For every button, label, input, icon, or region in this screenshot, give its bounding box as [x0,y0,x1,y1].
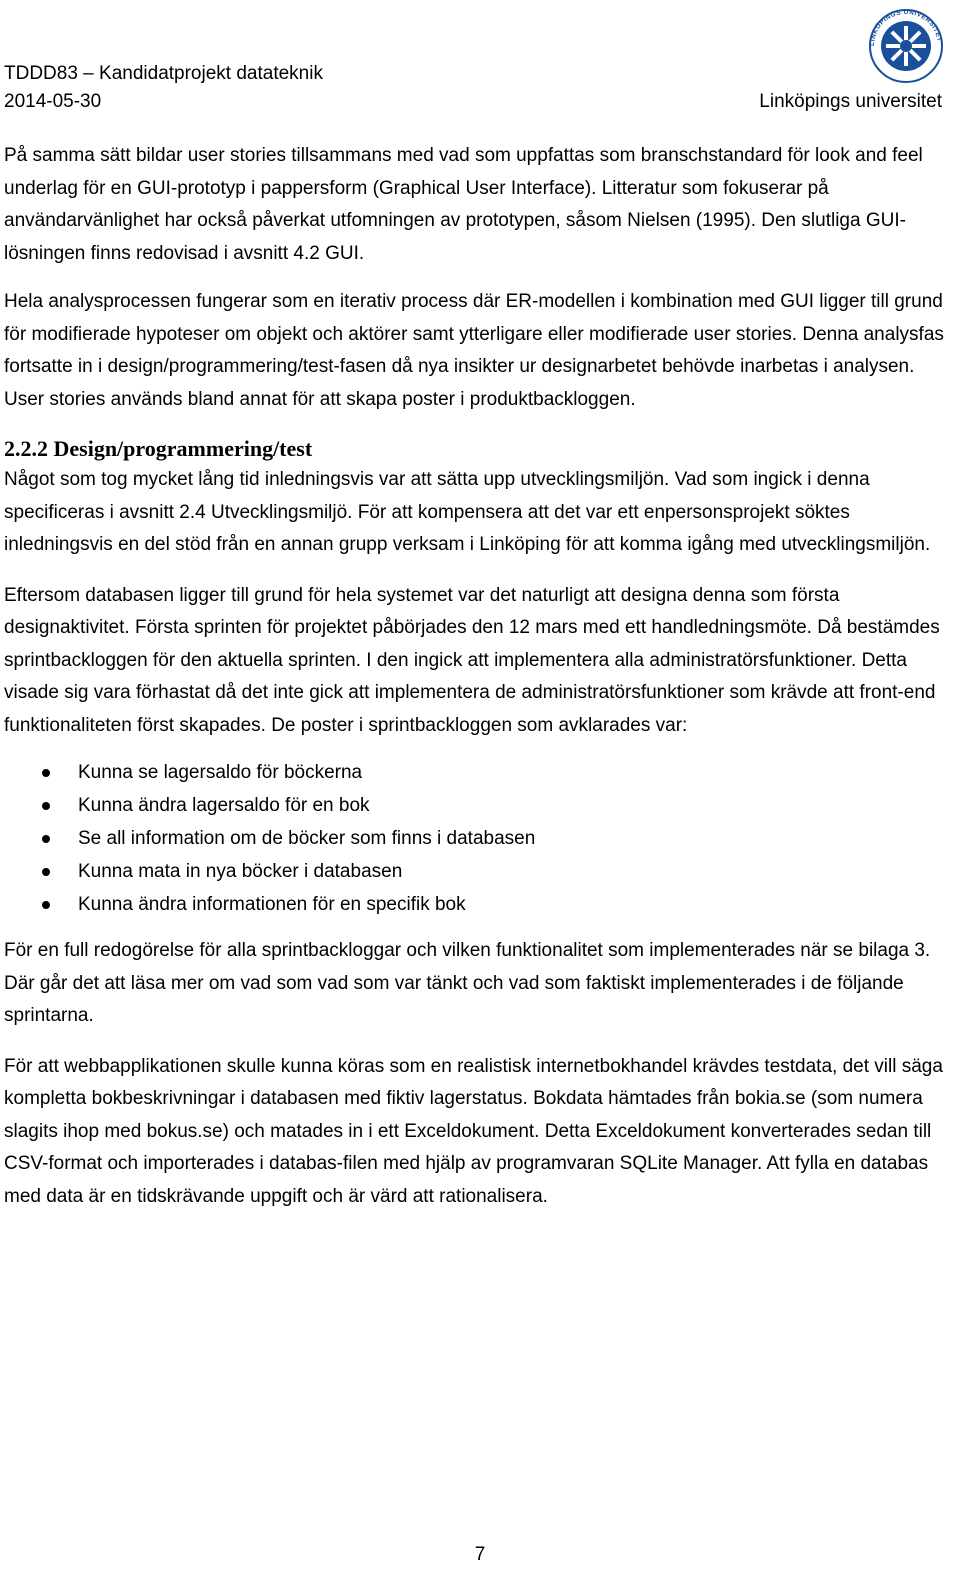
page-number: 7 [474,1544,486,1565]
bullet-icon [42,802,50,810]
list-item-text: Kunna mata in nya böcker i databasen [78,861,403,882]
list-item-text: Kunna se lagersaldo för böckerna [78,762,363,783]
bullet-icon [42,769,50,777]
university-name: Linköpings universitet [759,91,942,112]
list-item-text: Se all information om de böcker som finns i databasen [78,828,536,849]
paragraph-analysis-process: Hela analysprocessen fungerar som en iterativ process där ER-modellen i kombination med GUI ligger till grund för modifierade hypoteser om objekt och aktörer samt ytterligare eller modifierade user stories. Denna analysfas fortsatte in i design/programmering/test-fasen då nya insikter ur designarbetet behövde inarbetas i analysen. User stories används bland annat för att skapa poster i produktbackloggen. [4,291,944,410]
list-item [4,756,944,789]
bullet-icon [42,835,50,843]
bullet-icon [42,901,50,909]
paragraph-gui-prototype: På samma sätt bildar user stories tillsammans med vad som uppfattas som branschstandard för look and feel underlag för en GUI-prototyp i pappersform (Graphical User Interface). Litteratur som fokuserar på användarvänlighet har också påverkat utfomningen av prototypen, såsom Nielsen (1995). Den slutliga GUI-lösningen finns redovisad i avsnitt 4.2 GUI. [4,145,923,264]
logo-text: LINKÖPINGS UNIVERSITET [868,8,943,47]
document-body [4,140,944,1231]
section-heading: 2.2.2 Design/programmering/test [4,436,313,461]
page-header [0,0,960,120]
list-item-text: Kunna ändra lagersaldo för en bok [78,795,370,816]
document-date: 2014-05-30 [4,91,102,112]
sprint-backlog-list [4,756,944,921]
university-logo [864,4,948,84]
list-item [4,789,944,822]
paragraph-test-data: För att webbapplikationen skulle kunna köras som en realistisk internetbokhandel krävdes testdata, det vill säga kompletta bokbeskrivningar i databasen med fiktiv lagerstatus. Bokdata hämtades från bokia.se (som numera slagits ihop med bokus.se) och matades in i ett Exceldokument. Detta Exceldokument konverterades sedan till CSV-format och importerades i databas-filen med hjälp av programvaran SQLite Manager. Att fylla en databas med data är en tidskrävande uppgift och är värd att rationalisera. [4,1055,943,1207]
bullet-icon [42,868,50,876]
list-item [4,855,944,888]
paragraph-first-sprint: Eftersom databasen ligger till grund för hela systemet var det naturligt att designa denna som första designaktivitet. Första sprinten för projektet påbörjades den 12 mars med ett handledningsmöte. Då bestämdes sprintbackloggen för den aktuella sprinten. I den ingick att implementera alla administratörsfunktioner. Detta visade sig vara förhastat då det inte gick att implementera de administratörsfunktioner som krävde att front-end funktionaliteten först skapades. De poster i sprintbackloggen som avklarades var: [4,584,940,736]
list-item [4,888,944,921]
header-left [4,60,323,116]
course-title: TDDD83 – Kandidatprojekt datateknik [4,63,323,84]
list-item [4,822,944,855]
paragraph-dev-environment: Något som tog mycket lång tid inledningsvis var att sätta upp utvecklingsmiljön. Vad som ingick i denna specificeras i avsnitt 2.4 Utvecklingsmiljö. För att kompensera att det var ett enpersonsprojekt söktes inledningsvis en del stöd från en annan grupp verksam i Linköping för att komma igång med utvecklingsmiljön. [4,469,931,555]
paragraph-sprint-backlogs: För en full redogörelse för alla sprintbackloggar och vilken funktionalitet som implementerades när se bilaga 3. Där går det att läsa mer om vad som vad som var tänkt och vad som faktiskt implementerades i de följande sprintarna. [4,940,931,1026]
list-item-text: Kunna ändra informationen för en specifik bok [78,894,466,915]
